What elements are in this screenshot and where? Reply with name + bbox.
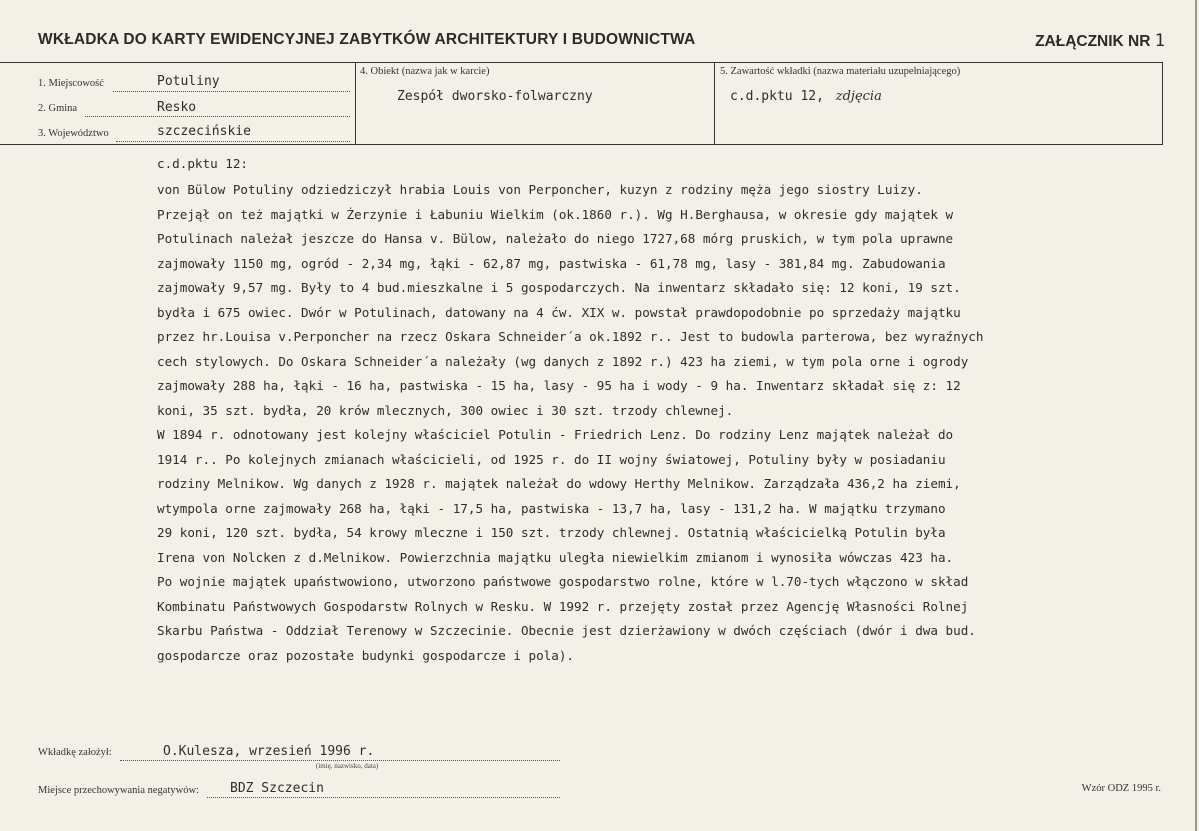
- storage-value: BDZ Szczecin: [230, 781, 324, 796]
- body-line: koni, 35 szt. bydła, 20 krów mlecznych, 300 owiec i 30 szt. trzody chlewnej.: [157, 402, 734, 418]
- locality-value: Potuliny: [157, 74, 220, 89]
- content-value: [730, 89, 882, 104]
- table-bottom-rule: [0, 144, 1163, 145]
- commune-value: Resko: [157, 100, 197, 115]
- column-divider-1: [355, 62, 356, 144]
- body-heading: c.d.pktu 12:: [157, 156, 248, 171]
- body-line: wtympola orne zajmowały 268 ha, łąki - 17,5 ha, pastwiska - 13,7 ha, lasy - 131,2 ha. W majątku trzymano: [157, 500, 946, 516]
- body-line: gospodarcze oraz pozostałe budynki gospodarcze i pola).: [157, 647, 575, 663]
- voivodeship-value: szczecińskie: [157, 124, 251, 139]
- annex-label-text: ZAŁĄCZNIK NR: [1035, 33, 1151, 50]
- body-line: von Bülow Potuliny odziedziczył hrabia Louis von Perponcher, kuzyn z rodziny męża jego siostry Luizy.: [157, 182, 923, 197]
- commune-label: 2. Gmina: [38, 103, 78, 114]
- author-dots: [120, 760, 560, 761]
- body-line: przez hr.Louisa v.Perponcher na rzecz Oskara Schneider´a ok.1892 r.. Jest to budowla parterowa, bez wyraźnych: [157, 329, 984, 344]
- document-title: WKŁADKA DO KARTY EWIDENCYJNEJ ZABYTKÓW ARCHITEKTURY I BUDOWNICTWA: [38, 31, 696, 48]
- body-line: 29 koni, 120 szt. bydła, 54 krowy mleczne i 150 szt. trzody chlewnej. Ostatnią właścicielką Potulin była: [157, 525, 946, 540]
- body-line: Potulinach należał jeszcze do Hansa v. Bülow, należało do niego 1727,68 mórg pruskich, w tym pola uprawne: [157, 231, 954, 246]
- page-edge: [1195, 0, 1197, 831]
- body-line: zajmowały 9,57 mg. Były to 4 bud.mieszkalne i 5 gospodarczych. Na inwentarz składało się: 12 koni, 19 szt.: [157, 280, 961, 295]
- body-line: bydła i 675 owiec. Dwór w Potulinach, datowany na 4 ćw. XIX w. powstał prawdopodobnie po sprzedaży majątku: [157, 304, 961, 320]
- body-line: 1914 r.. Po kolejnych zmianach właścicieli, od 1925 r. do II wojny światowej, Potuliny były w posiadaniu: [157, 451, 946, 467]
- body-line: Skarbu Państwa - Oddział Terenowy w Szczecinie. Obecnie jest dzierżawiony w dwóch częściach (dwór i dwa bud.: [157, 623, 976, 638]
- content-value-handwritten: zdjęcia: [835, 89, 882, 104]
- body-line: Przejął on też majątki w Żerzynie i Łabuniu Wielkim (ok.1860 r.). Wg H.Berghausa, w okresie gdy majątek w: [157, 206, 954, 222]
- column-divider-2: [714, 62, 715, 144]
- body-line: cech stylowych. Do Oskara Schneider´a należały (wg danych z 1892 r.) 423 ha ziemi, w tym pola orne i ogrody: [157, 353, 969, 369]
- author-label: Wkładkę założył:: [38, 747, 112, 758]
- voivodeship-label: 3. Województwo: [38, 128, 109, 139]
- storage-dots: [207, 797, 560, 798]
- object-value: Zespół dworsko-folwarczny: [397, 89, 593, 104]
- body-line: Irena von Nolcken z d.Melnikow. Powierzchnia majątku uległa niewielkim zmianom i wynosiła wówczas 423 ha.: [157, 549, 954, 565]
- object-label: 4. Obiekt (nazwa jak w karcie): [360, 66, 490, 77]
- author-sublabel: (imię, nazwisko, data): [316, 762, 379, 770]
- body-line: Po wojnie majątek upaństwowiono, utworzono państwowe gospodarstwo rolne, które w l.70-tych włączono w skład: [157, 574, 969, 589]
- column-divider-3: [1162, 62, 1163, 144]
- locality-dots: [113, 91, 350, 92]
- table-top-rule: [0, 62, 1163, 63]
- body-line: zajmowały 288 ha, łąki - 16 ha, pastwiska - 15 ha, lasy - 95 ha i wody - 9 ha. Inwentarz składał się z: 12: [157, 378, 961, 393]
- voivodeship-dots: [116, 141, 350, 142]
- annex-number: 1: [1154, 31, 1165, 51]
- commune-dots: [85, 116, 350, 117]
- body-line: rodziny Melnikow. Wg danych z 1928 r. majątek należał do wdowy Herthy Melnikow. Zarządzała 436,2 ha ziemi,: [157, 476, 961, 491]
- form-template-label: Wzór ODZ 1995 r.: [1081, 783, 1161, 794]
- body-line: W 1894 r. odnotowany jest kolejny właściciel Potulin - Friedrich Lenz. Do rodziny Lenz majątek należał do: [157, 427, 954, 442]
- locality-label: 1. Miejscowość: [38, 78, 104, 89]
- body-line: zajmowały 1150 mg, ogród - 2,34 mg, łąki - 62,87 mg, pastwiska - 61,78 mg, lasy - 381,84 mg. Zabudowania: [157, 255, 946, 271]
- storage-label: Miejsce przechowywania negatywów:: [38, 785, 199, 796]
- author-value: O.Kulesza, wrzesień 1996 r.: [163, 744, 375, 759]
- content-label: 5. Zawartość wkładki (nazwa materiału uzupełniającego): [720, 66, 961, 77]
- content-value-typed: c.d.pktu 12,: [730, 89, 824, 104]
- body-text: [157, 152, 1057, 668]
- body-line: Kombinatu Państwowych Gospodarstw Rolnych w Resku. W 1992 r. przejęty został przez Agencję Własności Rolnej: [157, 598, 969, 614]
- annex-label: [1035, 31, 1165, 51]
